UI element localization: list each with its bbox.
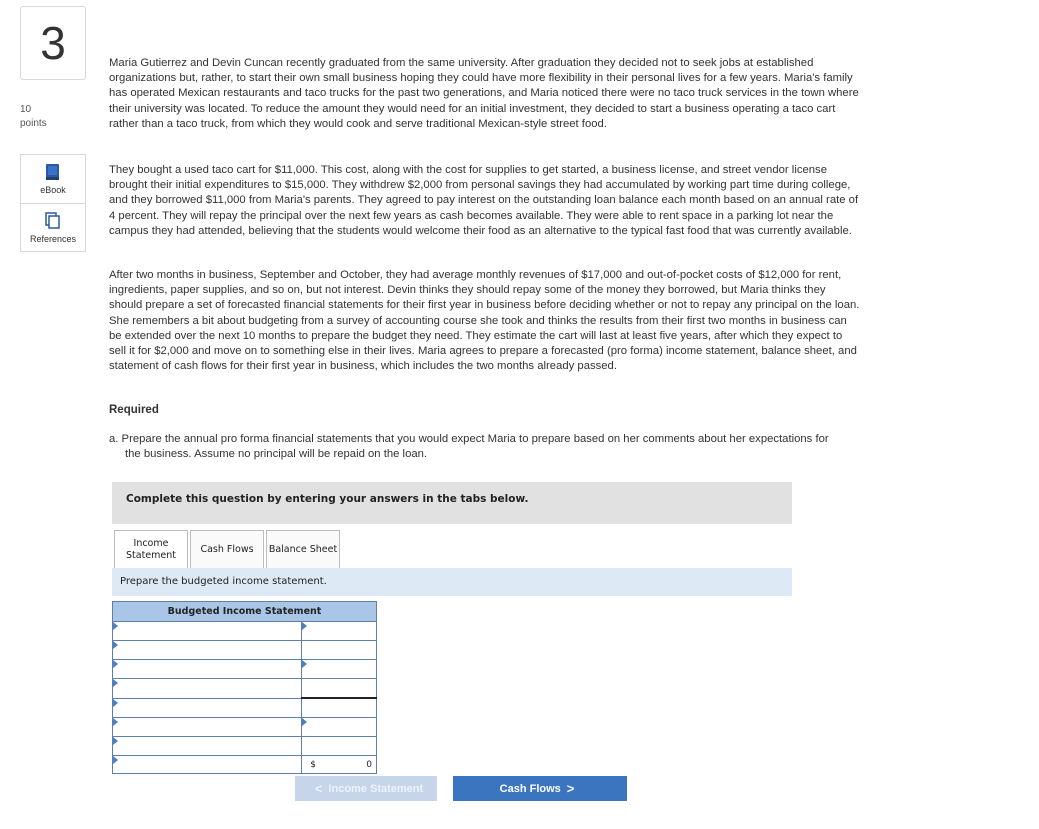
tab-prompt: Prepare the budgeted income statement. xyxy=(112,568,792,596)
table-row xyxy=(113,737,377,756)
total-row xyxy=(113,756,377,774)
amount-input[interactable] xyxy=(302,642,376,660)
amount-input[interactable] xyxy=(302,700,376,718)
amount-cell[interactable] xyxy=(302,679,377,699)
amount-input[interactable] xyxy=(302,719,376,737)
amount-cell[interactable] xyxy=(302,622,377,641)
amount-input[interactable] xyxy=(302,680,376,698)
scenario-paragraph-3: After two months in business, September and October, they had average monthly revenues of $17,000 and out-of-pocket costs of $12,000 for rent, ingredients, paper supplies, and so on, but not interest. Devin thinks they should repay some of the money they borrowed, but Maria thinks they should prepare a set of forecasted financial statements for their first year in business before deciding whether or not to repay any principal on the loan. She remembers a bit about budgeting from a survey of accounting course she took and thinks the results from their first two months in business can be extended over the next 10 months to prepare the budget they need. They estimate the cart will last at least five years, after which they expect to sell it for $2,000 and move on to something else in their lives. Maria agrees to prepare a forecasted (pro forma) income statement, balance sheet, and statement of cash flows for their first year in business, which includes the two months already passed. xyxy=(109,269,860,373)
amount-cell[interactable] xyxy=(302,660,377,679)
dropdown-marker-icon xyxy=(113,756,118,764)
references-icon xyxy=(45,212,61,230)
table-row xyxy=(113,660,377,679)
dropdown-marker-icon xyxy=(113,699,118,707)
ebook-icon xyxy=(45,163,61,181)
references-label: References xyxy=(29,234,77,244)
table-row xyxy=(113,622,377,641)
table-row xyxy=(113,679,377,699)
table-row xyxy=(113,641,377,660)
dropdown-marker-icon xyxy=(113,679,118,687)
table-row xyxy=(113,698,377,718)
scenario-paragraph-2: They bought a used taco cart for $11,000. This cost, along with the cost for supplies to get started, a business license, and street vendor license brought their initial expenditures to $15,000. They withdrew $2,000 from personal savings they had accumulated by working part time during college, and they borrowed $11,000 from Maria's parents. They agreed to pay interest on the outstanding loan balance each month based on an annual rate of 4 percent. They will repay the principal over the next few years as cash becomes available. They were able to rent space in a parking lot near the campus they had attended, believing that the students would welcome their food as an alternative to the typical fast food that was currently available. xyxy=(109,164,859,237)
tab-income-statement[interactable]: Income Statement xyxy=(114,530,188,568)
required-heading: Required xyxy=(109,404,159,416)
dropdown-marker-icon xyxy=(302,660,307,668)
chevron-left-icon: < xyxy=(314,781,323,796)
total-amount-cell xyxy=(302,756,377,774)
table-row xyxy=(113,718,377,737)
line-item-label-cell[interactable] xyxy=(113,622,302,641)
points-label: points xyxy=(20,118,47,129)
line-item-label-input[interactable] xyxy=(113,699,301,718)
line-item-label-cell[interactable] xyxy=(113,679,302,699)
amount-input[interactable] xyxy=(302,661,376,679)
line-item-label-input[interactable] xyxy=(113,623,301,641)
line-item-label-cell[interactable] xyxy=(113,641,302,660)
line-item-label-cell[interactable] xyxy=(113,718,302,737)
dropdown-marker-icon xyxy=(113,660,118,668)
prev-tab-button[interactable] xyxy=(295,776,437,801)
references-link[interactable] xyxy=(21,203,85,251)
resource-panel xyxy=(20,154,86,252)
ebook-link[interactable] xyxy=(21,155,85,203)
tab-cash-flows[interactable]: Cash Flows xyxy=(190,530,264,568)
tab-balance-sheet[interactable]: Balance Sheet xyxy=(266,530,340,568)
dropdown-marker-icon xyxy=(113,641,118,649)
next-tab-label: Cash Flows xyxy=(499,782,561,795)
line-item-label-input[interactable] xyxy=(113,738,301,756)
line-item-label-cell[interactable] xyxy=(113,698,302,718)
amount-cell[interactable] xyxy=(302,641,377,660)
statement-title: Budgeted Income Statement xyxy=(113,602,377,622)
scenario-paragraph-1: Maria Gutierrez and Devin Cuncan recently graduated from the same university. After graduation they decided not to seek jobs at established organizations but, rather, to start their own small business hoping they could have more flexibility in their personal lives for a few years. Maria's family has operated Mexican restaurants and taco trucks for the past two generations, and Maria noticed there were no taco truck services in the town where their university was located. To reduce the amount they would need for an initial investment, they decided to start a business operating a taco cart rather than a taco truck, from which they would cook and serve traditional Mexican-style street food. xyxy=(109,57,859,130)
answer-tabs xyxy=(114,530,342,568)
chevron-right-icon: > xyxy=(566,781,575,796)
line-item-label-cell[interactable] xyxy=(113,660,302,679)
line-item-label-cell[interactable] xyxy=(113,737,302,756)
amount-input[interactable] xyxy=(302,623,376,641)
line-item-label-input[interactable] xyxy=(113,642,301,660)
income-statement-table xyxy=(112,601,377,774)
instruction-bar: Complete this question by entering your answers in the tabs below. xyxy=(112,482,792,524)
total-label-cell[interactable] xyxy=(113,756,302,774)
currency-symbol: $ xyxy=(310,759,316,770)
dropdown-marker-icon xyxy=(113,737,118,745)
line-item-label-input[interactable] xyxy=(113,661,301,679)
dropdown-marker-icon xyxy=(302,622,307,630)
line-item-label-input[interactable] xyxy=(113,679,301,698)
question-number: 3 xyxy=(20,6,86,80)
prev-tab-label: Income Statement xyxy=(328,782,424,795)
amount-input[interactable] xyxy=(302,738,376,756)
total-value: 0 xyxy=(366,759,372,770)
amount-cell[interactable] xyxy=(302,698,377,718)
points-value: 10 xyxy=(20,104,32,115)
dropdown-marker-icon xyxy=(113,622,118,630)
line-item-label-input[interactable] xyxy=(113,719,301,737)
dropdown-marker-icon xyxy=(302,718,307,726)
amount-cell[interactable] xyxy=(302,718,377,737)
ebook-label: eBook xyxy=(40,185,66,195)
amount-cell[interactable] xyxy=(302,737,377,756)
requirement-a: a. Prepare the annual pro forma financial statements that you would expect Maria to prepare based on her comments about her expectations for the business. Assume no principal will be repaid on the loan. xyxy=(109,433,829,461)
next-tab-button[interactable] xyxy=(453,776,627,801)
dropdown-marker-icon xyxy=(113,718,118,726)
